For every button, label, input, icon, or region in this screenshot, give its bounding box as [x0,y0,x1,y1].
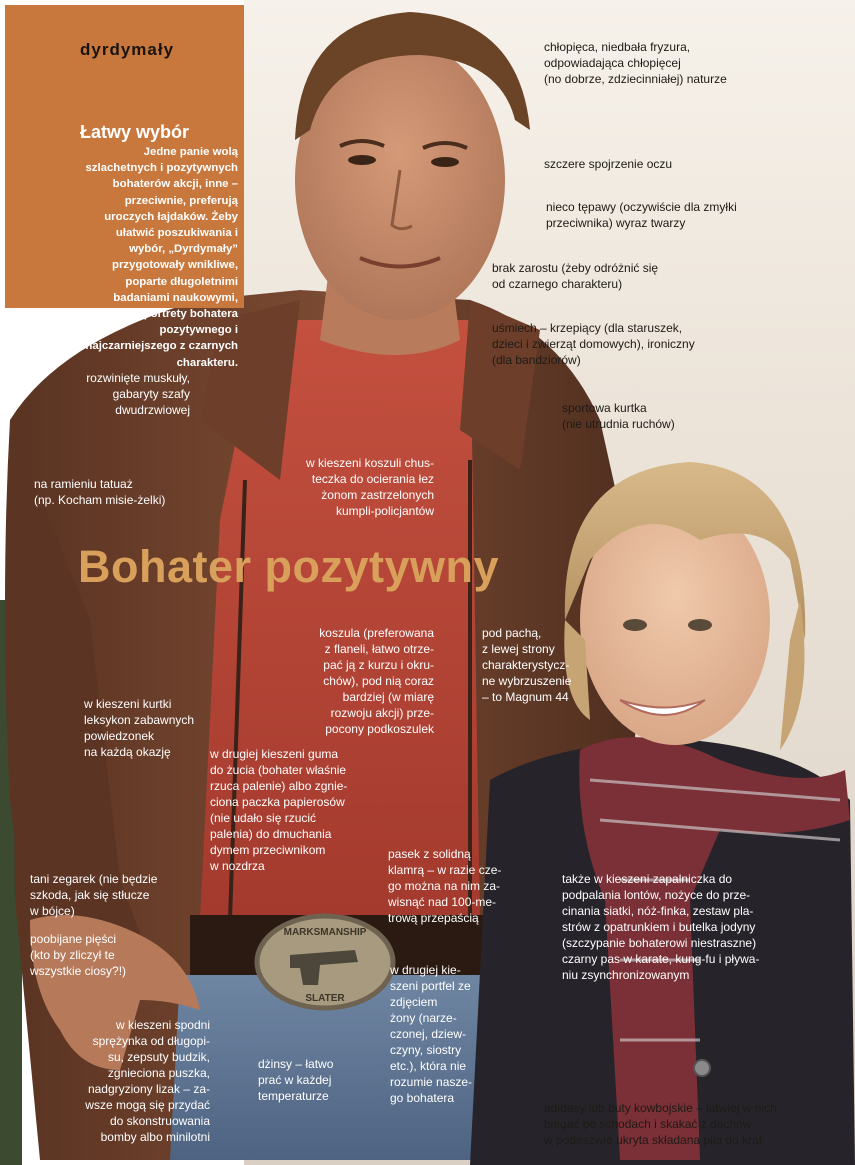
annotation-belt: pasek z solidną klamrą – w razie cze- go można na nim za- wisnąć nad 100-me- trową przepaścią [388,847,502,925]
annotation-face: nieco tępawy (oczywiście dla zmyłki przeciwnika) wyraz twarzy [546,200,737,230]
annotation-shave: brak zarostu (żeby odróżnić się od czarnego charakteru) [492,261,659,291]
headline: Bohater pozytywny [78,541,500,592]
buckle-text-bottom: SLATER [305,993,345,1004]
annotation-tattoo: na ramieniu tatuaż (np. Kocham misie-żelki) [34,477,166,507]
annotation-armpit: pod pachą, z lewej strony charakterystycz- ne wybrzuszenie – to Magnum 44 [482,626,572,704]
annotation-jeans: dżinsy – łatwo prać w każdej temperaturze [258,1057,334,1103]
annotation-shoes: adidasy lub buty kowbojskie – łatwiej w nich biegać po schodach i skakać z dachów w podeszwie ukryta składana piła do krat [544,1101,777,1147]
annotation-hair: chłopięca, niedbała fryzura, odpowiadająca chłopięcej (no dobrze, zdziecinniałej) naturze [544,40,727,86]
annotation-jacket-pocket: w kieszeni kurtki leksykon zabawnych powiedzonek na każdą okazję [84,697,195,759]
annotation-pants-pocket: w kieszeni spodni sprężynka od długopi- su, zepsuty budzik, zgnieciona puszka, nadgryziony lizak – za- wsze mogą się przydać do skonstruowania bomby albo minilotni [85,1018,210,1144]
buckle-text-top: MARKSMANSHIP [283,927,367,938]
annotation-jacket: sportowa kurtka (nie utrudnia ruchów) [562,401,675,431]
sidebar-title: Łatwy wybór [80,122,190,142]
annotation-smile: uśmiech – krzepiący (dla staruszek, dzieci i zwierząt domowych), ironiczny (dla bandziorów) [492,321,695,367]
annotation-shirt-pocket: w kieszeni koszuli chus- teczka do ocierania łez żonom zastrzelonych kumpli-policjantów [305,456,434,518]
annotation-shirt: koszula (preferowana z flaneli, łatwo otrze- pać ją z kurzu i okru- chów), pod nią coraz bardziej (w miarę rozwoju akcji) prze- pocony podkoszulek [319,626,434,736]
sidebar-text: Jedne panie wolą szlachetnych i pozytywnych bohaterów akcji, inne – przeciwnie, preferują uroczych łajdaków. Żeby ułatwić poszukiwania i wybór, „Dyrdymały” przygotowały wnikliwe, poparte długoletnimi badaniami naukowymi, portrety bohatera pozytywnego i najczarniejszego z czarnych charakteru. [85,146,238,369]
annotation-gum: w drugiej kieszeni guma do żucia (bohater właśnie rzuca palenie) albo zgnie- ciona paczka papierosów (nie udało się rzucić palenia) do dmuchania dymem przeciwnikom w nozdrza [210,747,348,873]
annotation-watch: tani zegarek (nie będzie szkoda, jak się stłucze w bójce) [30,872,158,918]
annotation-wallet: w drugiej kie- szeni portfel ze zdjęciem żony (narze- czonej, dziew- czyny, siostry etc.), która nie rozumie nasze- go bohatera [390,963,473,1105]
annotation-fists: poobijane pięści (kto by zliczył te wszystkie ciosy?!) [30,932,127,978]
annotation-muscles: rozwinięte muskuły, gabaryty szafy dwudrzwiowej [86,371,190,417]
annotation-lighter: także w kieszeni zapalniczka do podpalania lontów, nożyce do prze- cinania siatki, nóż-finka, zestaw pla- strów z opatrunkiem i butelka jodyny (szczypanie bohaterowi niestraszne) czarny pas w karate, kung-fu i pływa- niu zsynchronizowanym [562,872,760,982]
annotation-eyes: szczere spojrzenie oczu [544,157,673,171]
section-label: dyrdymały [80,40,175,59]
